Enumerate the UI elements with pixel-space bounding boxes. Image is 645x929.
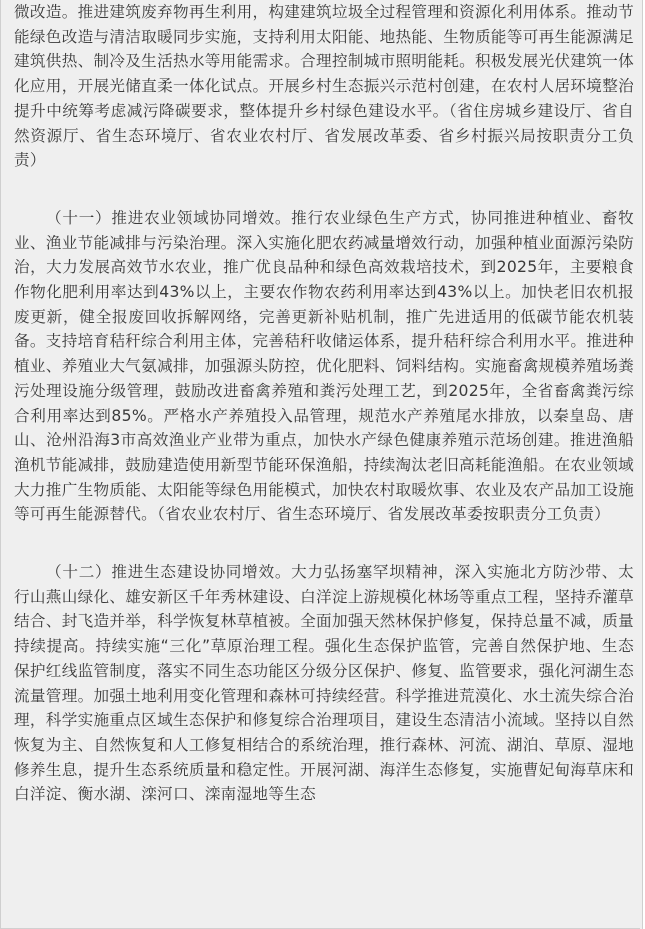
paragraph-gap [14, 173, 634, 206]
paragraph-building-continued: 微改造。推进建筑废弃物再生利用，构建建筑垃圾全过程管理和资源化利用体系。推动节能绿色改造与清洁取暖同步实施，支持利用太阳能、地热能、生物质能等可再生能源满足建筑供热、制冷及生活热水等用能需求。合理控制城市照明能耗。积极发展光伏建筑一体化应用，开展光储直柔一体化试点。开展乡村生态振兴示范村创建，在农村人居环境整治提升中统筹考虑减污降碳要求，整体提升乡村绿色建设水平。（省住房城乡建设厅、省自然资源厅、省生态环境厅、省农业农村厅、省发展改革委、省乡村振兴局按职责分工负责） [14, 3, 634, 170]
paragraph-ecology: （十二）推进生态建设协同增效。大力弘扬塞罕坝精神，深入实施北方防沙带、太行山燕山绿化、雄安新区千年秀林建设、白洋淀上游规模化林场等重点工程，坚持乔灌草结合、封飞造并举，科学恢复林草植被。全面加强天然林保护修复，保持总量不减，质量持续提高。持续实施“三化”草原治理工程。强化生态保护监管，完善自然保护地、生态保护红线监管制度，落实不同生态功能区分级分区保护、修复、监管要求，强化河湖生态流量管理。加强土地利用变化管理和森林可持续经营。科学推进荒漠化、水土流失综合治理，科学实施重点区域生态保护和修复综合治理项目，建设生态清洁小流域。坚持以自然恢复为主、自然恢复和人工修复相结合的系统治理，推行森林、河流、湖泊、草原、湿地修养生息，提升生态系统质量和稳定性。开展河湖、海洋生态修复，实施曹妃甸海草床和白洋淀、衡水湖、滦河口、滦南湿地等生态 [14, 563, 634, 804]
paragraph-gap [14, 527, 634, 560]
paragraph-agriculture: （十一）推进农业领域协同增效。推行农业绿色生产方式，协同推进种植业、畜牧业、渔业节能减排与污染治理。深入实施化肥农药减量增效行动，加强种植业面源污染防治，大力发展高效节水农业，推广优良品种和绿色高效栽培技术，到2025年，主要粮食作物化肥利用率达到43%以上，主要农作物农药利用率达到43%以上。加快老旧农机报废更新，健全报废回收拆解网络，完善更新补贴机制，推广先进适用的低碳节能农机装备。支持培育秸秆综合利用主体，完善秸秆收储运体系，提升秸秆综合利用水平。推进种植业、养殖业大气氨减排，加强源头防控，优化肥料、饲料结构。实施畜禽规模养殖场粪污处理设施分级管理，鼓励改进畜禽养殖和粪污处理工艺，到2025年，全省畜禽粪污综合利用率达到85%。严格水产养殖投入品管理，规范水产养殖尾水排放，以秦皇岛、唐山、沧州沿海3市高效渔业产业带为重点，加快水产绿色健康养殖示范场创建。推进渔船渔机节能减排，鼓励建造使用新型节能环保渔船，持续淘汰老旧高耗能渔船。在农业领域大力推广生物质能、太阳能等绿色用能模式，加快农村取暖炊事、农业及农产品加工设施等可再生能源替代。（省农业农村厅、省生态环境厅、省发展改革委按职责分工负责） [14, 208, 634, 524]
document-body [14, 0, 634, 807]
